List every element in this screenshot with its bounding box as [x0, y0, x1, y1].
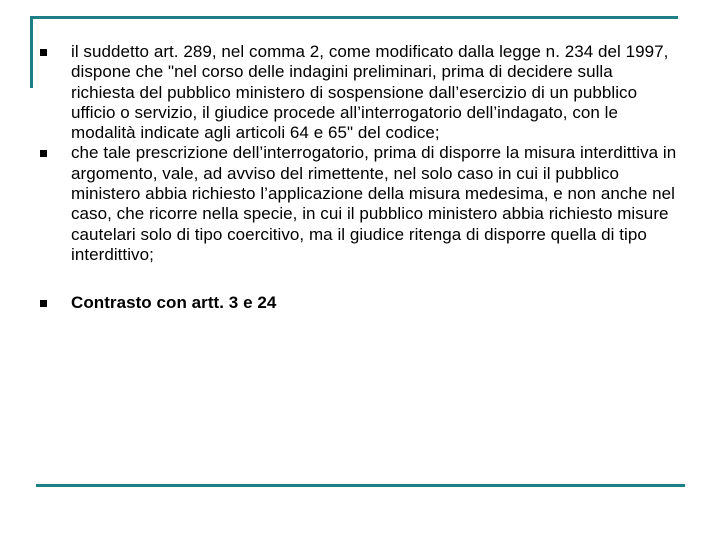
square-bullet-icon — [40, 300, 47, 307]
square-bullet-icon — [40, 49, 47, 56]
bullet-item-2 — [40, 143, 680, 265]
top-frame-line — [30, 16, 678, 19]
bottom-frame-line — [36, 484, 685, 487]
bullet-text-1: il suddetto art. 289, nel comma 2, come modificato dalla legge n. 234 del 1997, dispone che "nel corso delle indagini preliminari, prima di decidere sulla richiesta del pubblico ministero di sospensione dall’esercizio di un pubblico ufficio o servizio, il giudice procede all’interrogatorio dell’indagato, con le modalità indicate agli articoli 64 e 65" del codice; — [71, 42, 669, 143]
bullet-item-3 — [40, 293, 680, 313]
bullet-text-3: Contrasto con artt. 3 e 24 — [71, 293, 277, 313]
square-bullet-icon — [40, 150, 47, 157]
bullet-item-1 — [40, 42, 680, 143]
slide-content — [40, 42, 680, 314]
bullet-text-2: che tale prescrizione dell’interrogatorio, prima di disporre la misura interdittiva in argomento, vale, ad avviso del rimettente, nel solo caso in cui il pubblico ministero abbia richiesto l’applicazione della misura medesima, e non anche nel caso, che ricorre nella specie, in cui il pubblico ministero abbia richiesto misure cautelari solo di tipo coercitivo, ma il giudice ritenga di disporre quella di tipo interdittivo; — [71, 143, 677, 264]
left-frame-line — [30, 16, 33, 88]
